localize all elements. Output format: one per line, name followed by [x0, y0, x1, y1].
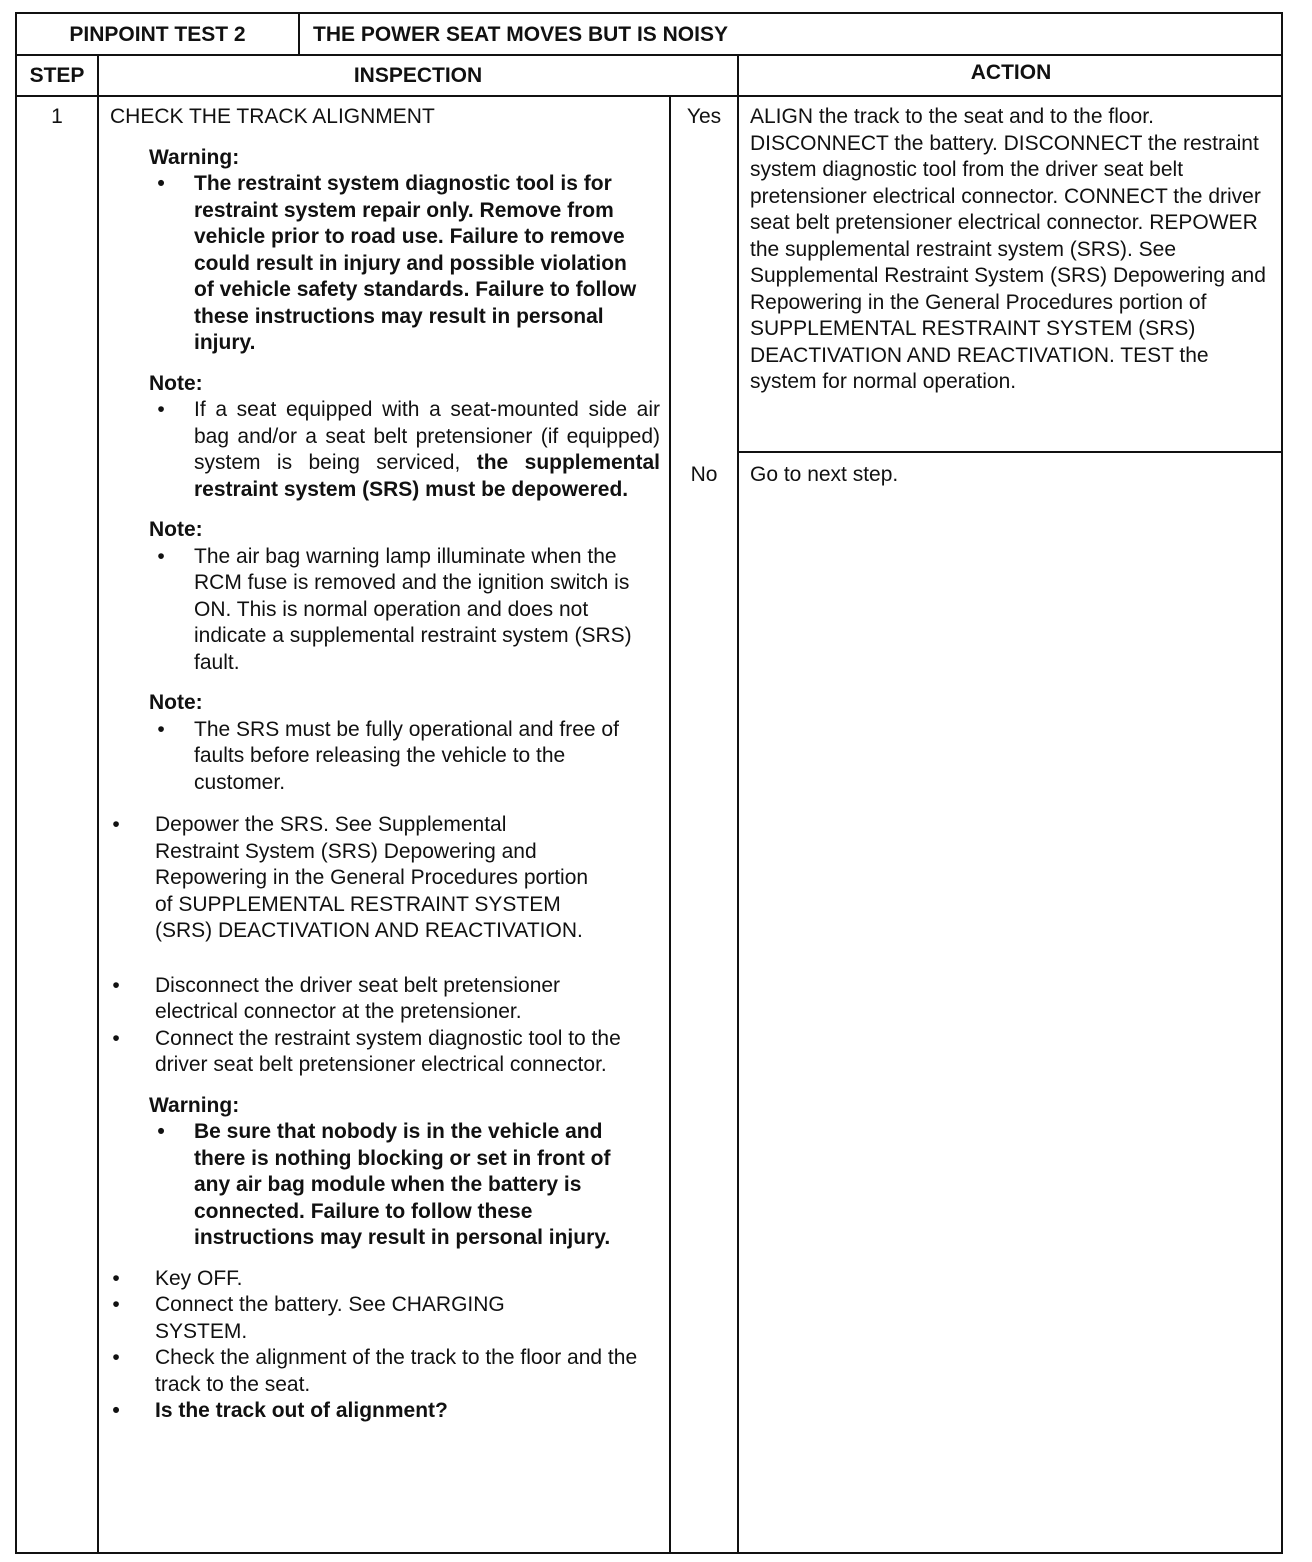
- no-action-text: Go to next step.: [750, 463, 899, 486]
- column-header-action: ACTION: [970, 61, 1052, 84]
- procedure-depower: • Depower the SRS. See Supplemental Restraint System (SRS) Depowering and Repowering in the General Procedures portion of SUPPLEMENTAL RESTRAINT SYSTEM (SRS) DEACTIVATION AND REACTIVATION.: [110, 812, 660, 945]
- note-block-3: [110, 690, 660, 796]
- inspection-content: [110, 104, 660, 1425]
- test-title: THE POWER SEAT MOVES BUT IS NOISY: [313, 23, 728, 46]
- step-column-divider: [97, 54, 99, 1554]
- yes-no-divider: [737, 451, 1283, 453]
- procedure-connect-battery: • Connect the battery. See CHARGING SYSTEM.: [110, 1292, 660, 1345]
- procedure-disconnect: • Disconnect the driver seat belt pretensioner electrical connector at the pretensioner.: [110, 973, 660, 1026]
- warning-label: Warning:: [149, 1093, 240, 1117]
- step-title: CHECK THE TRACK ALIGNMENT: [110, 105, 435, 128]
- bullet-icon: •: [157, 172, 165, 195]
- warning-block-2: [110, 1093, 660, 1252]
- result-column-divider: [669, 95, 671, 1554]
- action-column-divider: [737, 54, 739, 1554]
- note-block-2: [110, 517, 660, 676]
- result-no-label: No: [690, 463, 718, 486]
- bullet-icon: •: [112, 1346, 120, 1369]
- note-label: Note:: [149, 371, 203, 395]
- test-label: PINPOINT TEST 2: [69, 23, 246, 46]
- yes-action-text: ALIGN the track to the seat and to the floor. DISCONNECT the battery. DISCONNECT the restraint system diagnostic tool from the driver seat belt pretensioner electrical connector. CONNECT the driver seat belt pretensioner electrical connector. REPOWER the supplemental restraint system (SRS). See Supplemental Restraint System (SRS) Depowering and Repowering in the General Procedures portion of SUPPLEMENTAL RESTRAINT SYSTEM (SRS) DEACTIVATION AND REACTIVATION. TEST the system for normal operation.: [750, 105, 1266, 393]
- note-label: Note:: [149, 518, 203, 541]
- column-header-inspection: INSPECTION: [353, 64, 483, 87]
- bullet-icon: •: [112, 1266, 120, 1290]
- bullet-icon: •: [112, 1026, 120, 1050]
- note-label: Note:: [149, 691, 203, 714]
- result-yes-label: Yes: [686, 105, 722, 128]
- note-block-1: [110, 371, 660, 504]
- column-header-divider: [15, 95, 1283, 97]
- title-divider: [298, 12, 300, 55]
- procedure-question: • Is the track out of alignment?: [110, 1398, 660, 1425]
- note-item: • The SRS must be fully operational and free of faults before releasing the vehicle to the customer.: [149, 717, 660, 797]
- procedure-key-off: • Key OFF.: [110, 1266, 660, 1293]
- step-number: 1: [51, 105, 63, 128]
- note-item: • The air bag warning lamp illuminate when the RCM fuse is removed and the ignition switch is ON. This is normal operation and does not indicate a supplemental restraint system (SRS) fault.: [149, 544, 660, 677]
- procedure-connect-tool: • Connect the restraint system diagnostic tool to the driver seat belt pretensioner electrical connector.: [110, 1026, 660, 1079]
- note-item: • If a seat equipped with a seat-mounted side air bag and/or a seat belt pretensioner (if equipped) system is being serviced, the supplemental restraint system (SRS) must be depowered.: [149, 397, 660, 503]
- bullet-icon: •: [112, 973, 120, 997]
- bullet-icon: •: [157, 717, 165, 741]
- warning-block-1: [110, 145, 660, 357]
- warning-item: • The restraint system diagnostic tool is for restraint system repair only. Remove from vehicle prior to road use. Failure to remove could result in injury and possible violation of vehicle safety standards. Failure to follow these instructions may result in personal injury.: [149, 171, 660, 357]
- bullet-icon: •: [157, 398, 165, 421]
- warning-item: • Be sure that nobody is in the vehicle and there is nothing blocking or set in front of any air bag module when the battery is connected. Failure to follow these instructions may result in personal injury.: [149, 1119, 660, 1252]
- procedure-check-alignment: • Check the alignment of the track to the floor and the track to the seat.: [110, 1345, 660, 1398]
- bullet-icon: •: [157, 544, 165, 568]
- bullet-icon: •: [157, 1120, 165, 1143]
- bullet-icon: •: [112, 813, 120, 836]
- bullet-icon: •: [112, 1293, 120, 1316]
- warning-label: Warning:: [149, 145, 240, 169]
- column-header-step: STEP: [29, 64, 85, 87]
- procedure-final-list: [110, 1266, 660, 1425]
- header-divider: [15, 54, 1283, 56]
- bullet-icon: •: [112, 1399, 120, 1422]
